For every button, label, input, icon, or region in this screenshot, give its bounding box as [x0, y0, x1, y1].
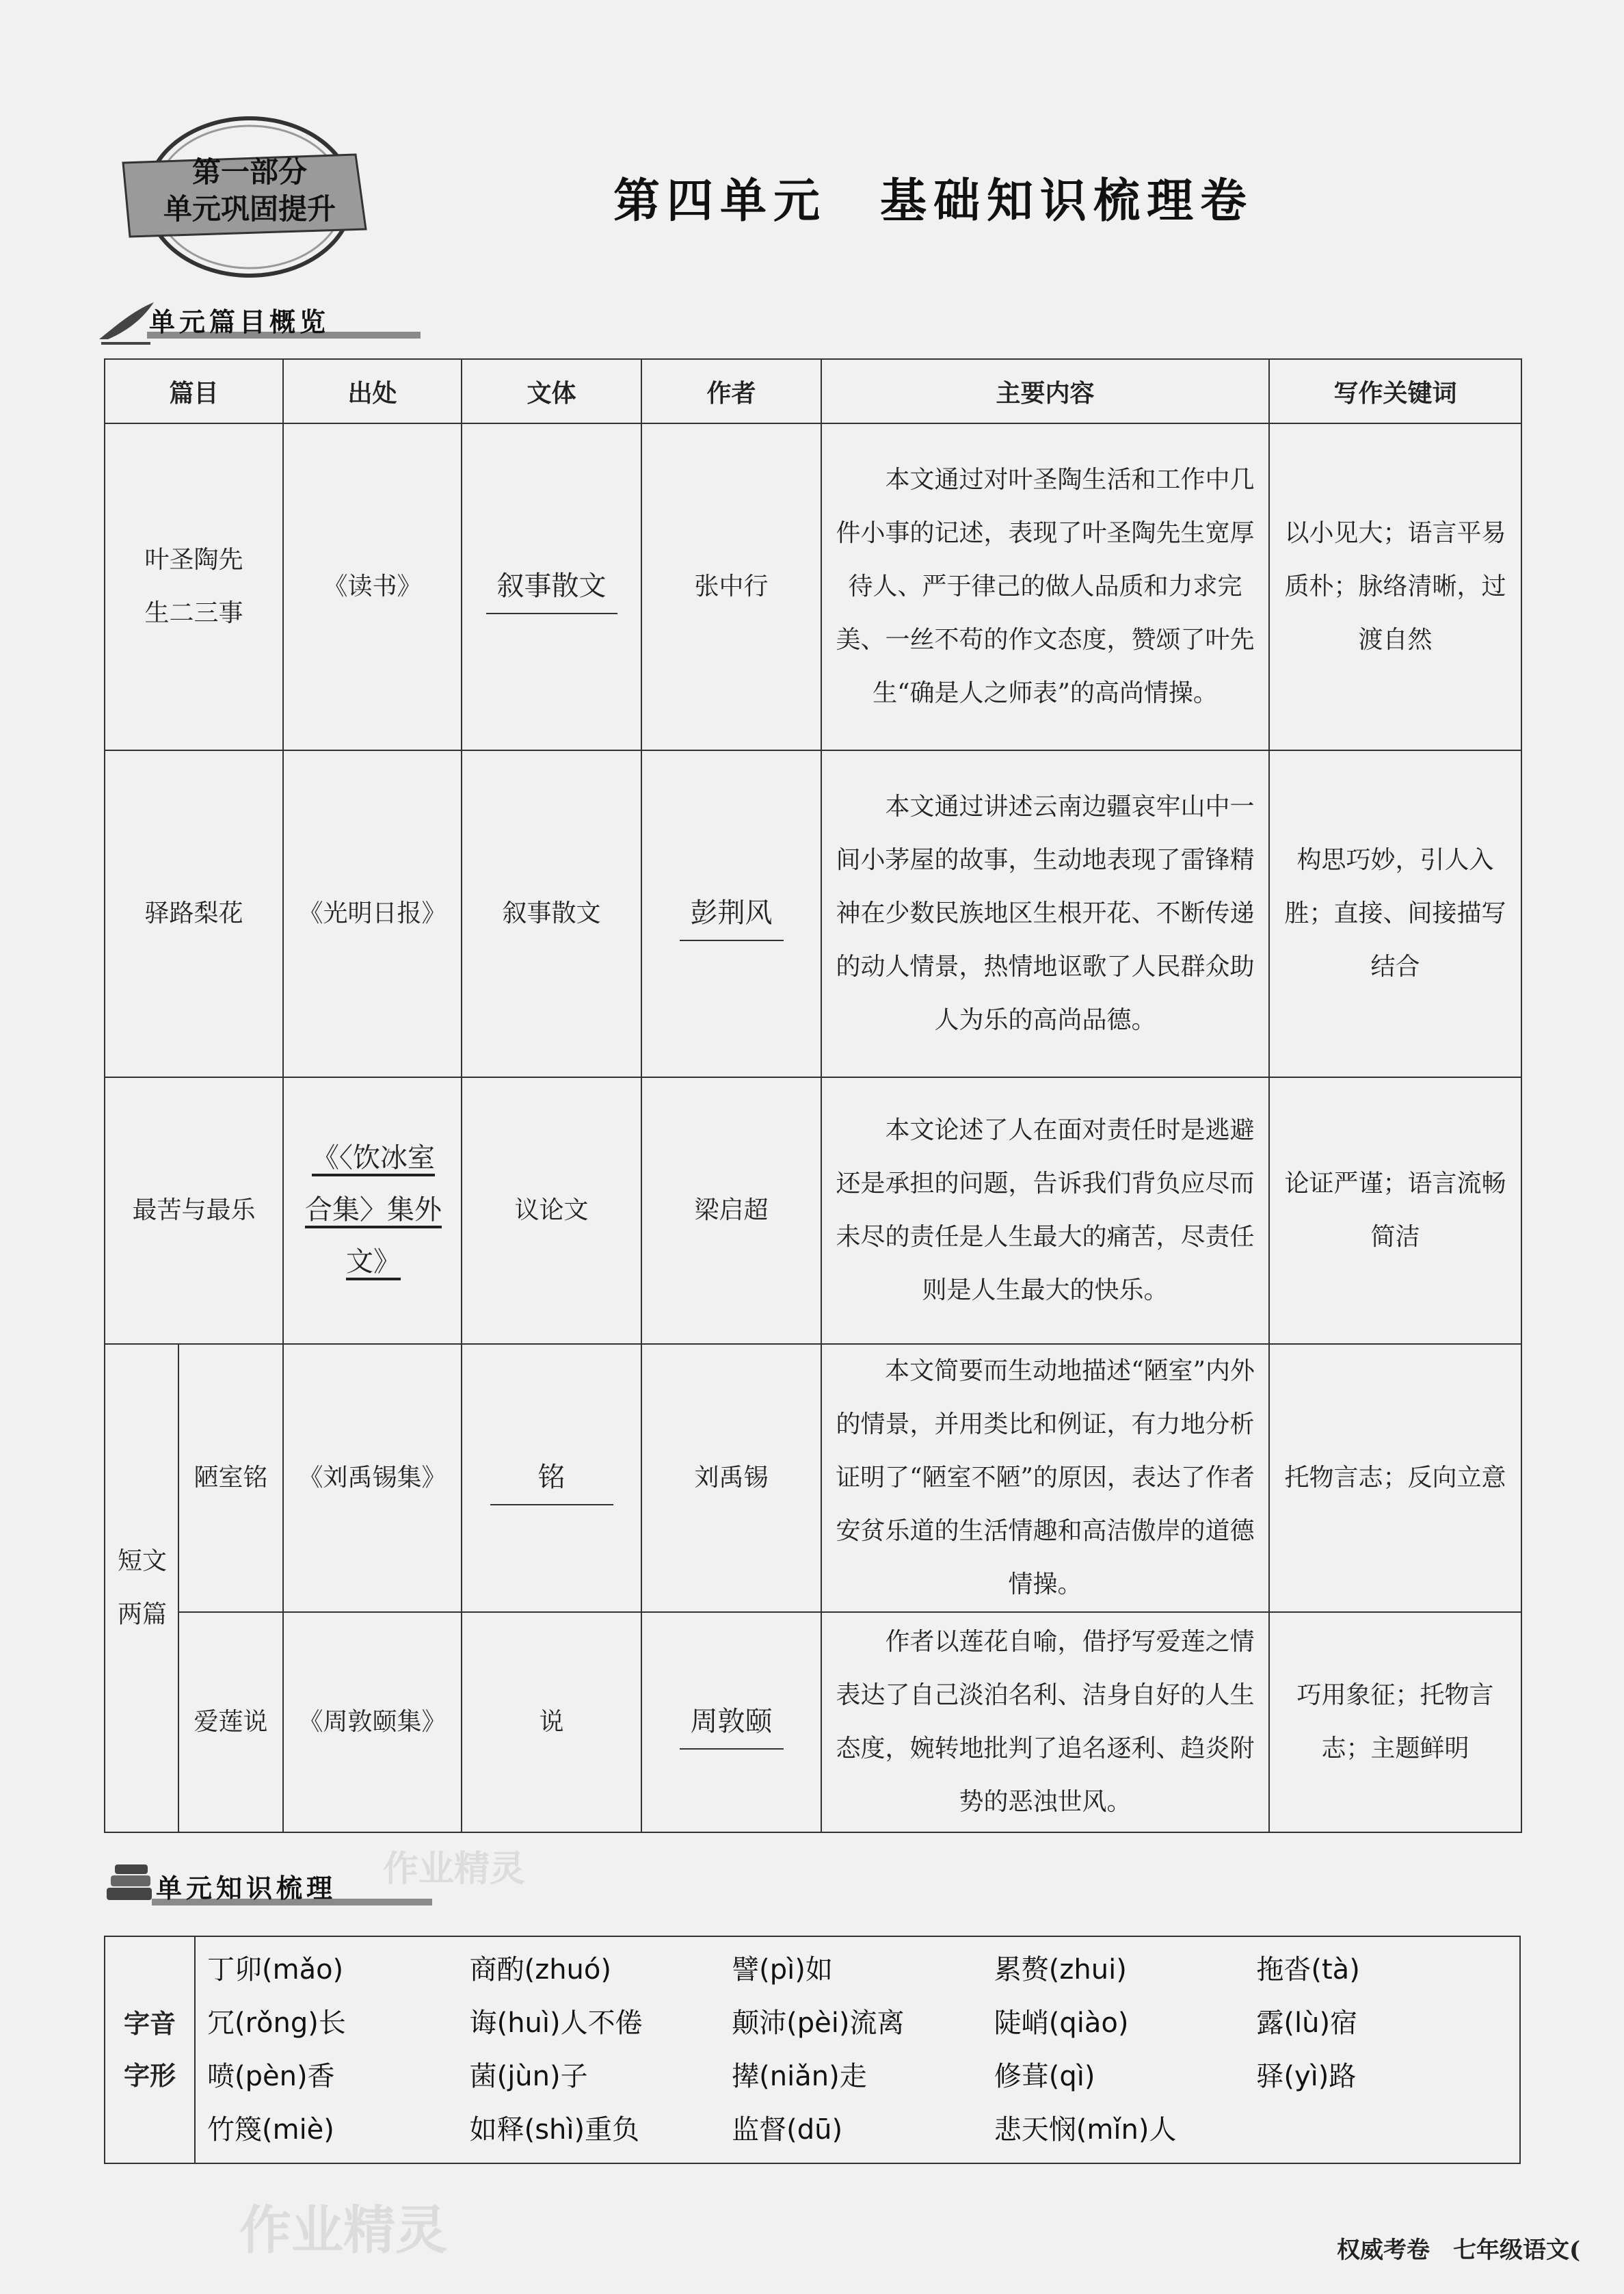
work-source — [283, 1077, 462, 1344]
group-label: 短文两篇 — [105, 1344, 178, 1832]
char-item: 颠沛(pèi)流离 — [732, 2007, 905, 2039]
header-content: 主要内容 — [821, 359, 1269, 423]
char-item: 撵(niǎn)走 — [732, 2061, 867, 2092]
char-item: 丁卯(mǎo) — [207, 1954, 344, 1986]
header-author: 作者 — [641, 359, 821, 423]
chars-label — [105, 1936, 195, 2163]
handwritten-answer: 周敦颐 — [680, 1695, 784, 1750]
table-row — [105, 750, 1521, 1077]
char-item: 冗(rǒng)长 — [207, 2007, 346, 2039]
work-title: 爱莲说 — [178, 1612, 283, 1832]
section-title-overview: 单元篇目概览 — [149, 307, 330, 337]
header-source: 出处 — [283, 359, 462, 423]
work-author — [641, 750, 821, 1077]
work-genre — [462, 423, 641, 750]
table-row — [105, 1077, 1521, 1344]
work-source: 《周敦颐集》 — [283, 1612, 462, 1832]
work-title: 陋室铭 — [178, 1344, 283, 1612]
char-item: 竹篾(miè) — [207, 2114, 334, 2146]
work-keywords: 巧用象征；托物言志；主题鲜明 — [1269, 1612, 1521, 1832]
badge-text — [120, 154, 380, 228]
char-item: 累赘(zhui) — [994, 1954, 1127, 1986]
header-genre: 文体 — [462, 359, 641, 423]
page-title: 第四单元 基础知识梳理卷 — [613, 174, 1253, 228]
char-item: 喷(pèn)香 — [207, 2061, 335, 2092]
char-item: 如释(shì)重负 — [469, 2114, 640, 2146]
handwritten-answer: 铭 — [490, 1451, 613, 1505]
char-item: 菌(jùn)子 — [469, 2061, 588, 2092]
char-item — [1256, 2103, 1519, 2157]
char-item: 商酌(zhuó) — [469, 1954, 611, 1986]
work-content: 本文通过讲述云南边疆哀牢山中一间小茅屋的故事，生动地表现了雷锋精神在少数民族地区生根开花、不断传递的动人情景，热情地讴歌了人民群众助人为乐的高尚品德。 — [821, 750, 1269, 1077]
books-icon — [103, 1862, 157, 1907]
chars-list — [195, 1936, 1520, 2163]
work-source: 《刘禹锡集》 — [283, 1344, 462, 1612]
char-item: 监督(dū) — [732, 2114, 843, 2146]
work-author: 梁启超 — [641, 1077, 821, 1344]
page-footer: 权威考卷 七年级语文( — [1337, 2237, 1581, 2264]
work-title: 最苦与最乐 — [105, 1077, 283, 1344]
work-author: 刘禹锡 — [641, 1344, 821, 1612]
chars-label-form: 字形 — [123, 2061, 176, 2091]
work-keywords: 以小见大；语言平易质朴；脉络清晰，过渡自然 — [1269, 423, 1521, 750]
work-keywords: 构思巧妙，引人入胜；直接、间接描写结合 — [1269, 750, 1521, 1077]
handwritten-answer: 彭荆风 — [680, 886, 784, 941]
char-item: 驿(yì)路 — [1256, 2061, 1357, 2092]
table-row — [105, 423, 1521, 750]
work-keywords: 论证严谨；语言流畅简洁 — [1269, 1077, 1521, 1344]
char-item: 诲(huì)人不倦 — [469, 2007, 643, 2039]
header-title: 篇目 — [105, 359, 283, 423]
work-title: 驿路梨花 — [105, 750, 283, 1077]
work-content: 本文简要而生动地描述“陋室”内外的情景，并用类比和例证，有力地分析证明了“陋室不陋”的原因，表达了作者安贫乐道的生活情趣和高洁傲岸的道德情操。 — [821, 1344, 1269, 1612]
work-content: 本文论述了人在面对责任时是逃避还是承担的问题，告诉我们背负应尽而未尽的责任是人生最大的痛苦，尽责任则是人生最大的快乐。 — [821, 1077, 1269, 1344]
badge-line1: 第一部分 — [191, 155, 307, 189]
watermark: 作业精灵 — [383, 1849, 526, 1890]
work-genre: 说 — [462, 1612, 641, 1832]
work-content: 作者以莲花自喻，借抒写爱莲之情表达了自己淡泊名利、洁身自好的人生态度，婉转地批判了追名逐利、趋炎附势的恶浊世风。 — [821, 1612, 1269, 1832]
work-source: 《光明日报》 — [283, 750, 462, 1077]
table-header-row — [105, 359, 1521, 423]
chars-table — [104, 1936, 1521, 2164]
quill-pen-icon — [96, 298, 157, 346]
char-item: 露(lù)宿 — [1256, 2007, 1358, 2039]
work-author: 张中行 — [641, 423, 821, 750]
work-source: 《读书》 — [283, 423, 462, 750]
header-keywords: 写作关键词 — [1269, 359, 1521, 423]
char-item: 悲天悯(mǐn)人 — [994, 2114, 1177, 2146]
table-row — [105, 1344, 1521, 1612]
handwritten-answer: 叙事散文 — [486, 559, 617, 614]
works-table — [104, 358, 1522, 1833]
work-genre: 叙事散文 — [462, 750, 641, 1077]
work-genre — [462, 1344, 641, 1612]
handwritten-answer: 《〈饮冰室合集〉集外文》 — [305, 1142, 442, 1278]
work-title: 叶圣陶先生二三事 — [105, 423, 283, 750]
char-item: 譬(pì)如 — [732, 1954, 833, 1986]
work-genre: 议论文 — [462, 1077, 641, 1344]
chars-label-sound: 字音 — [123, 2009, 176, 2039]
work-keywords: 托物言志；反向立意 — [1269, 1344, 1521, 1612]
section-title-knowledge: 单元知识梳理 — [156, 1873, 337, 1903]
badge-line2: 单元巩固提升 — [163, 192, 336, 226]
char-item: 拖沓(tà) — [1256, 1954, 1360, 1986]
table-row — [105, 1612, 1521, 1832]
work-content: 本文通过对叶圣陶生活和工作中几件小事的记述，表现了叶圣陶先生宽厚待人、严于律己的做人品质和力求完美、一丝不苟的作文态度，赞颂了叶先生“确是人之师表”的高尚情操。 — [821, 423, 1269, 750]
char-item: 陡峭(qiào) — [994, 2007, 1129, 2039]
char-item: 修葺(qì) — [994, 2061, 1095, 2092]
chars-grid — [196, 1938, 1519, 2162]
watermark: 作业精灵 — [239, 2200, 447, 2260]
work-author — [641, 1612, 821, 1832]
